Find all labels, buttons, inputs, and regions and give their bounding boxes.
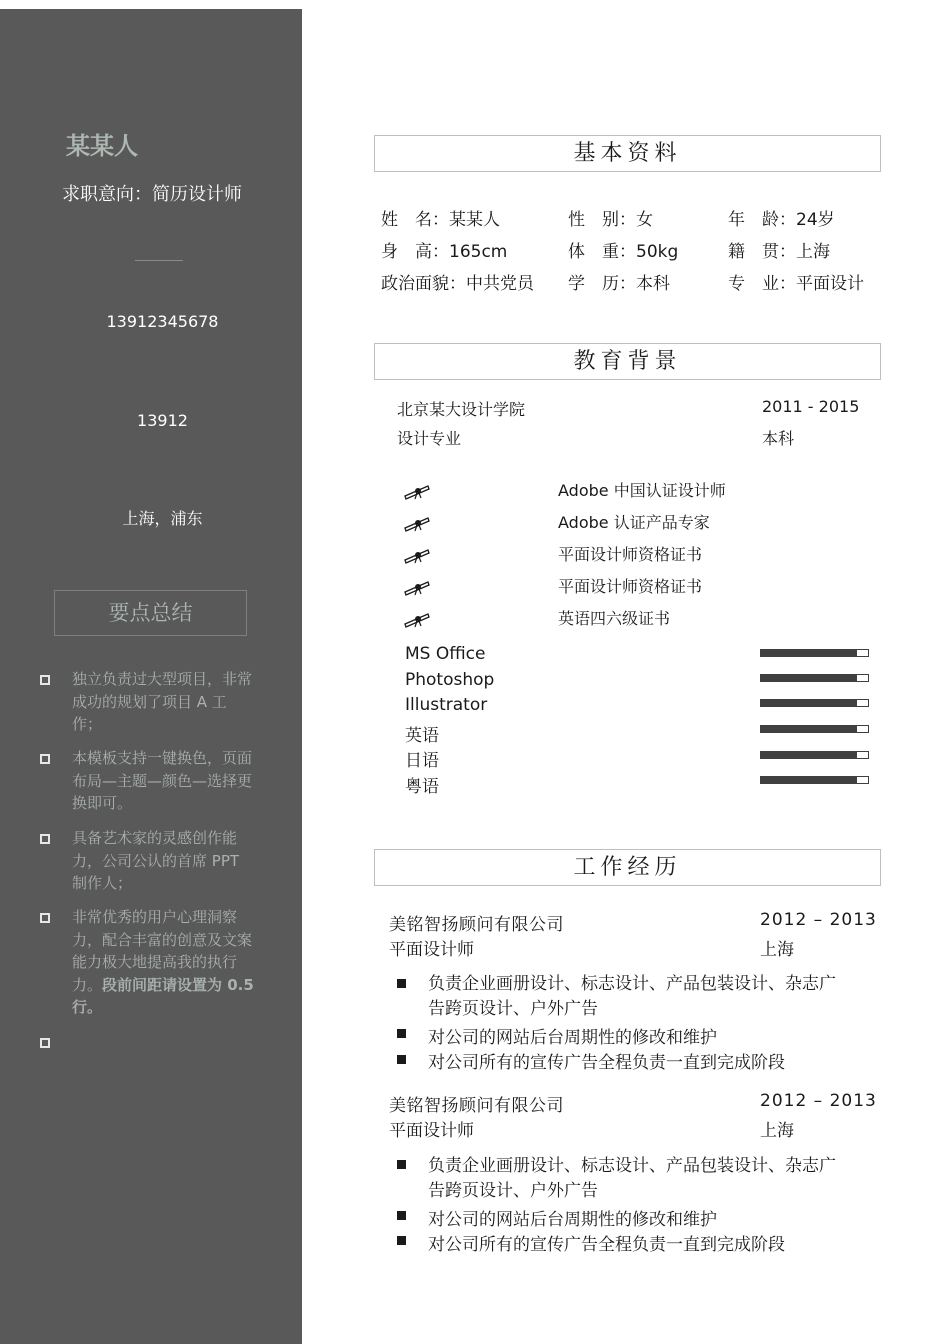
job-duty: 对公司所有的宣传广告全程负责一直到完成阶段 xyxy=(428,1053,785,1073)
info-weight: 体 重：50kg xyxy=(568,242,679,262)
duty-bullet-icon xyxy=(397,1236,406,1245)
major-name: 设计专业 xyxy=(397,429,462,448)
skill-bar xyxy=(760,725,869,733)
job-years: 2012 – 2013 xyxy=(760,1091,877,1111)
skill-name: 英语 xyxy=(405,726,439,746)
skill-name: MS Office xyxy=(405,644,486,664)
summary-bullet-icon xyxy=(40,1038,50,1048)
job-city: 上海 xyxy=(760,1121,794,1141)
school-name: 北京某大设计学院 xyxy=(397,400,526,419)
summary-item: 独立负责过大型项目，非常成功的规划了项目 A 工作； xyxy=(72,670,253,733)
info-major: 专 业：平面设计 xyxy=(728,274,864,294)
summary-item: 本模板支持一键换色，页面布局—主题—颜色—选择更换即可。 xyxy=(72,749,253,812)
summary-bullet-icon xyxy=(40,754,50,764)
section-title-work: 工作经历 xyxy=(374,849,881,886)
duty-bullet-icon xyxy=(397,979,406,988)
certificate-icon xyxy=(402,484,432,500)
certificate-item: Adobe 中国认证设计师 xyxy=(558,481,726,500)
skill-name: 粤语 xyxy=(405,777,439,797)
skill-name: 日语 xyxy=(405,751,439,771)
duty-bullet-icon xyxy=(397,1211,406,1220)
job-duty: 负责企业画册设计、标志设计、产品包装设计、杂志广告跨页设计、户外广告 xyxy=(428,1156,836,1201)
info-political: 政治面貌：中共党员 xyxy=(381,274,534,294)
summary-bullet-icon xyxy=(40,913,50,923)
job-position: 平面设计师 xyxy=(389,1121,474,1141)
summary-title: 要点总结 xyxy=(54,590,247,636)
school-years: 2011 - 2015 xyxy=(762,397,860,416)
summary-item: 具备艺术家的灵感创作能力，公司公认的首席 PPT 制作人； xyxy=(72,829,240,892)
section-title-education: 教育背景 xyxy=(374,343,881,380)
job-position: 平面设计师 xyxy=(389,940,474,960)
job-company: 美铭智扬顾问有限公司 xyxy=(389,1096,564,1116)
summary-item: 非常优秀的用户心理洞察力，配合丰富的创意及文案能力极大地提高我的执行力。段前间距请设置为 0.5 行。 xyxy=(72,908,254,1016)
job-duty: 负责企业画册设计、标志设计、产品包装设计、杂志广告跨页设计、户外广告 xyxy=(428,974,836,1019)
skill-bar xyxy=(760,751,869,759)
phone-number: 13912345678 xyxy=(106,312,219,331)
skill-bar xyxy=(760,649,869,657)
job-company: 美铭智扬顾问有限公司 xyxy=(389,915,564,935)
certificate-icon xyxy=(402,516,432,532)
skill-name: Photoshop xyxy=(405,670,495,690)
certificate-icon xyxy=(402,548,432,564)
address: 上海，浦东 xyxy=(122,509,203,528)
candidate-name: 某某人 xyxy=(66,132,138,160)
certificate-icon xyxy=(402,580,432,596)
duty-bullet-icon xyxy=(397,1055,406,1064)
info-education: 学 历：本科 xyxy=(568,274,670,294)
certificate-item: 平面设计师资格证书 xyxy=(558,577,703,596)
certificate-item: 英语四六级证书 xyxy=(558,609,671,628)
info-name: 姓 名：某某人 xyxy=(381,210,500,230)
job-intent: 求职意向：简历设计师 xyxy=(62,184,242,205)
qq-number: 13912 xyxy=(137,411,188,430)
info-height: 身 高：165cm xyxy=(381,242,508,262)
degree: 本科 xyxy=(762,429,795,448)
section-title-basic: 基本资料 xyxy=(374,135,881,172)
job-duty: 对公司所有的宣传广告全程负责一直到完成阶段 xyxy=(428,1235,785,1255)
summary-bullet-icon xyxy=(40,834,50,844)
skill-name: Illustrator xyxy=(405,695,488,715)
info-hometown: 籍 贯：上海 xyxy=(728,242,830,262)
certificate-item: Adobe 认证产品专家 xyxy=(558,513,710,532)
job-duty: 对公司的网站后台周期性的修改和维护 xyxy=(428,1028,717,1048)
job-duty: 对公司的网站后台周期性的修改和维护 xyxy=(428,1210,717,1230)
skill-bar xyxy=(760,674,869,682)
sidebar-divider xyxy=(135,260,183,261)
duty-bullet-icon xyxy=(397,1029,406,1038)
job-years: 2012 – 2013 xyxy=(760,910,877,930)
skill-bar xyxy=(760,699,869,707)
info-gender: 性 别：女 xyxy=(568,210,653,230)
duty-bullet-icon xyxy=(397,1160,406,1169)
summary-bullet-icon xyxy=(40,675,50,685)
job-city: 上海 xyxy=(760,940,794,960)
info-age: 年 龄：24岁 xyxy=(728,210,835,230)
skill-bar xyxy=(760,776,869,784)
certificate-icon xyxy=(402,612,432,628)
certificate-item: 平面设计师资格证书 xyxy=(558,545,703,564)
